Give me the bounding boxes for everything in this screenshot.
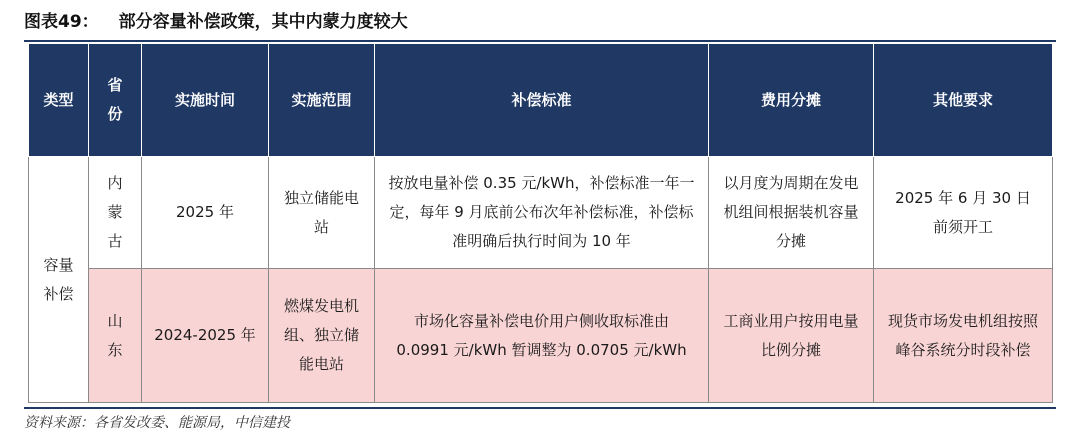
other-cell: 现货市场发电机组按照峰谷系统分时段补偿: [874, 269, 1053, 403]
cost-cell: 工商业用户按用电量比例分摊: [709, 269, 874, 403]
standard-cell: 市场化容量补偿电价用户侧收取标准由 0.0991 元/kWh 暂调整为 0.0705 元/kWh: [375, 269, 709, 403]
figure-title: [24, 10, 408, 34]
figure-caption: 部分容量补偿政策，其中内蒙力度较大: [118, 12, 408, 32]
cost-cell: 以月度为周期在发电机组间根据装机容量分摊: [709, 157, 874, 269]
header-cost: 费用分摊: [709, 44, 874, 157]
figure-number: 图表49：: [24, 12, 99, 32]
header-row: [29, 44, 1053, 157]
scope-cell: 独立储能电站: [269, 157, 375, 269]
time-cell: 2024-2025 年: [142, 269, 269, 403]
policy-table: [28, 43, 1053, 403]
header-type: 类型: [29, 44, 89, 157]
standard-cell: 按放电量补偿 0.35 元/kWh，补偿标准一年一定，每年 9 月底前公布次年补偿标准，补偿标准明确后执行时间为 10 年: [375, 157, 709, 269]
header-standard: 补偿标准: [375, 44, 709, 157]
header-scope: 实施范围: [269, 44, 375, 157]
table-row-shandong: [29, 269, 1053, 403]
category-cell: 容量补偿: [29, 157, 89, 403]
time-cell: 2025 年: [142, 157, 269, 269]
province-cell: 山东: [89, 269, 142, 403]
header-time: 实施时间: [142, 44, 269, 157]
scope-cell: 燃煤发电机组、独立储能电站: [269, 269, 375, 403]
source-note: 资料来源：各省发改委、能源局，中信建投: [24, 407, 1056, 437]
header-other: 其他要求: [874, 44, 1053, 157]
table-row-neimenggu: [29, 157, 1053, 269]
title-rule: [24, 40, 1056, 42]
other-cell: 2025 年 6 月 30 日前须开工: [874, 157, 1053, 269]
header-province: 省份: [89, 44, 142, 157]
province-cell: 内蒙古: [89, 157, 142, 269]
